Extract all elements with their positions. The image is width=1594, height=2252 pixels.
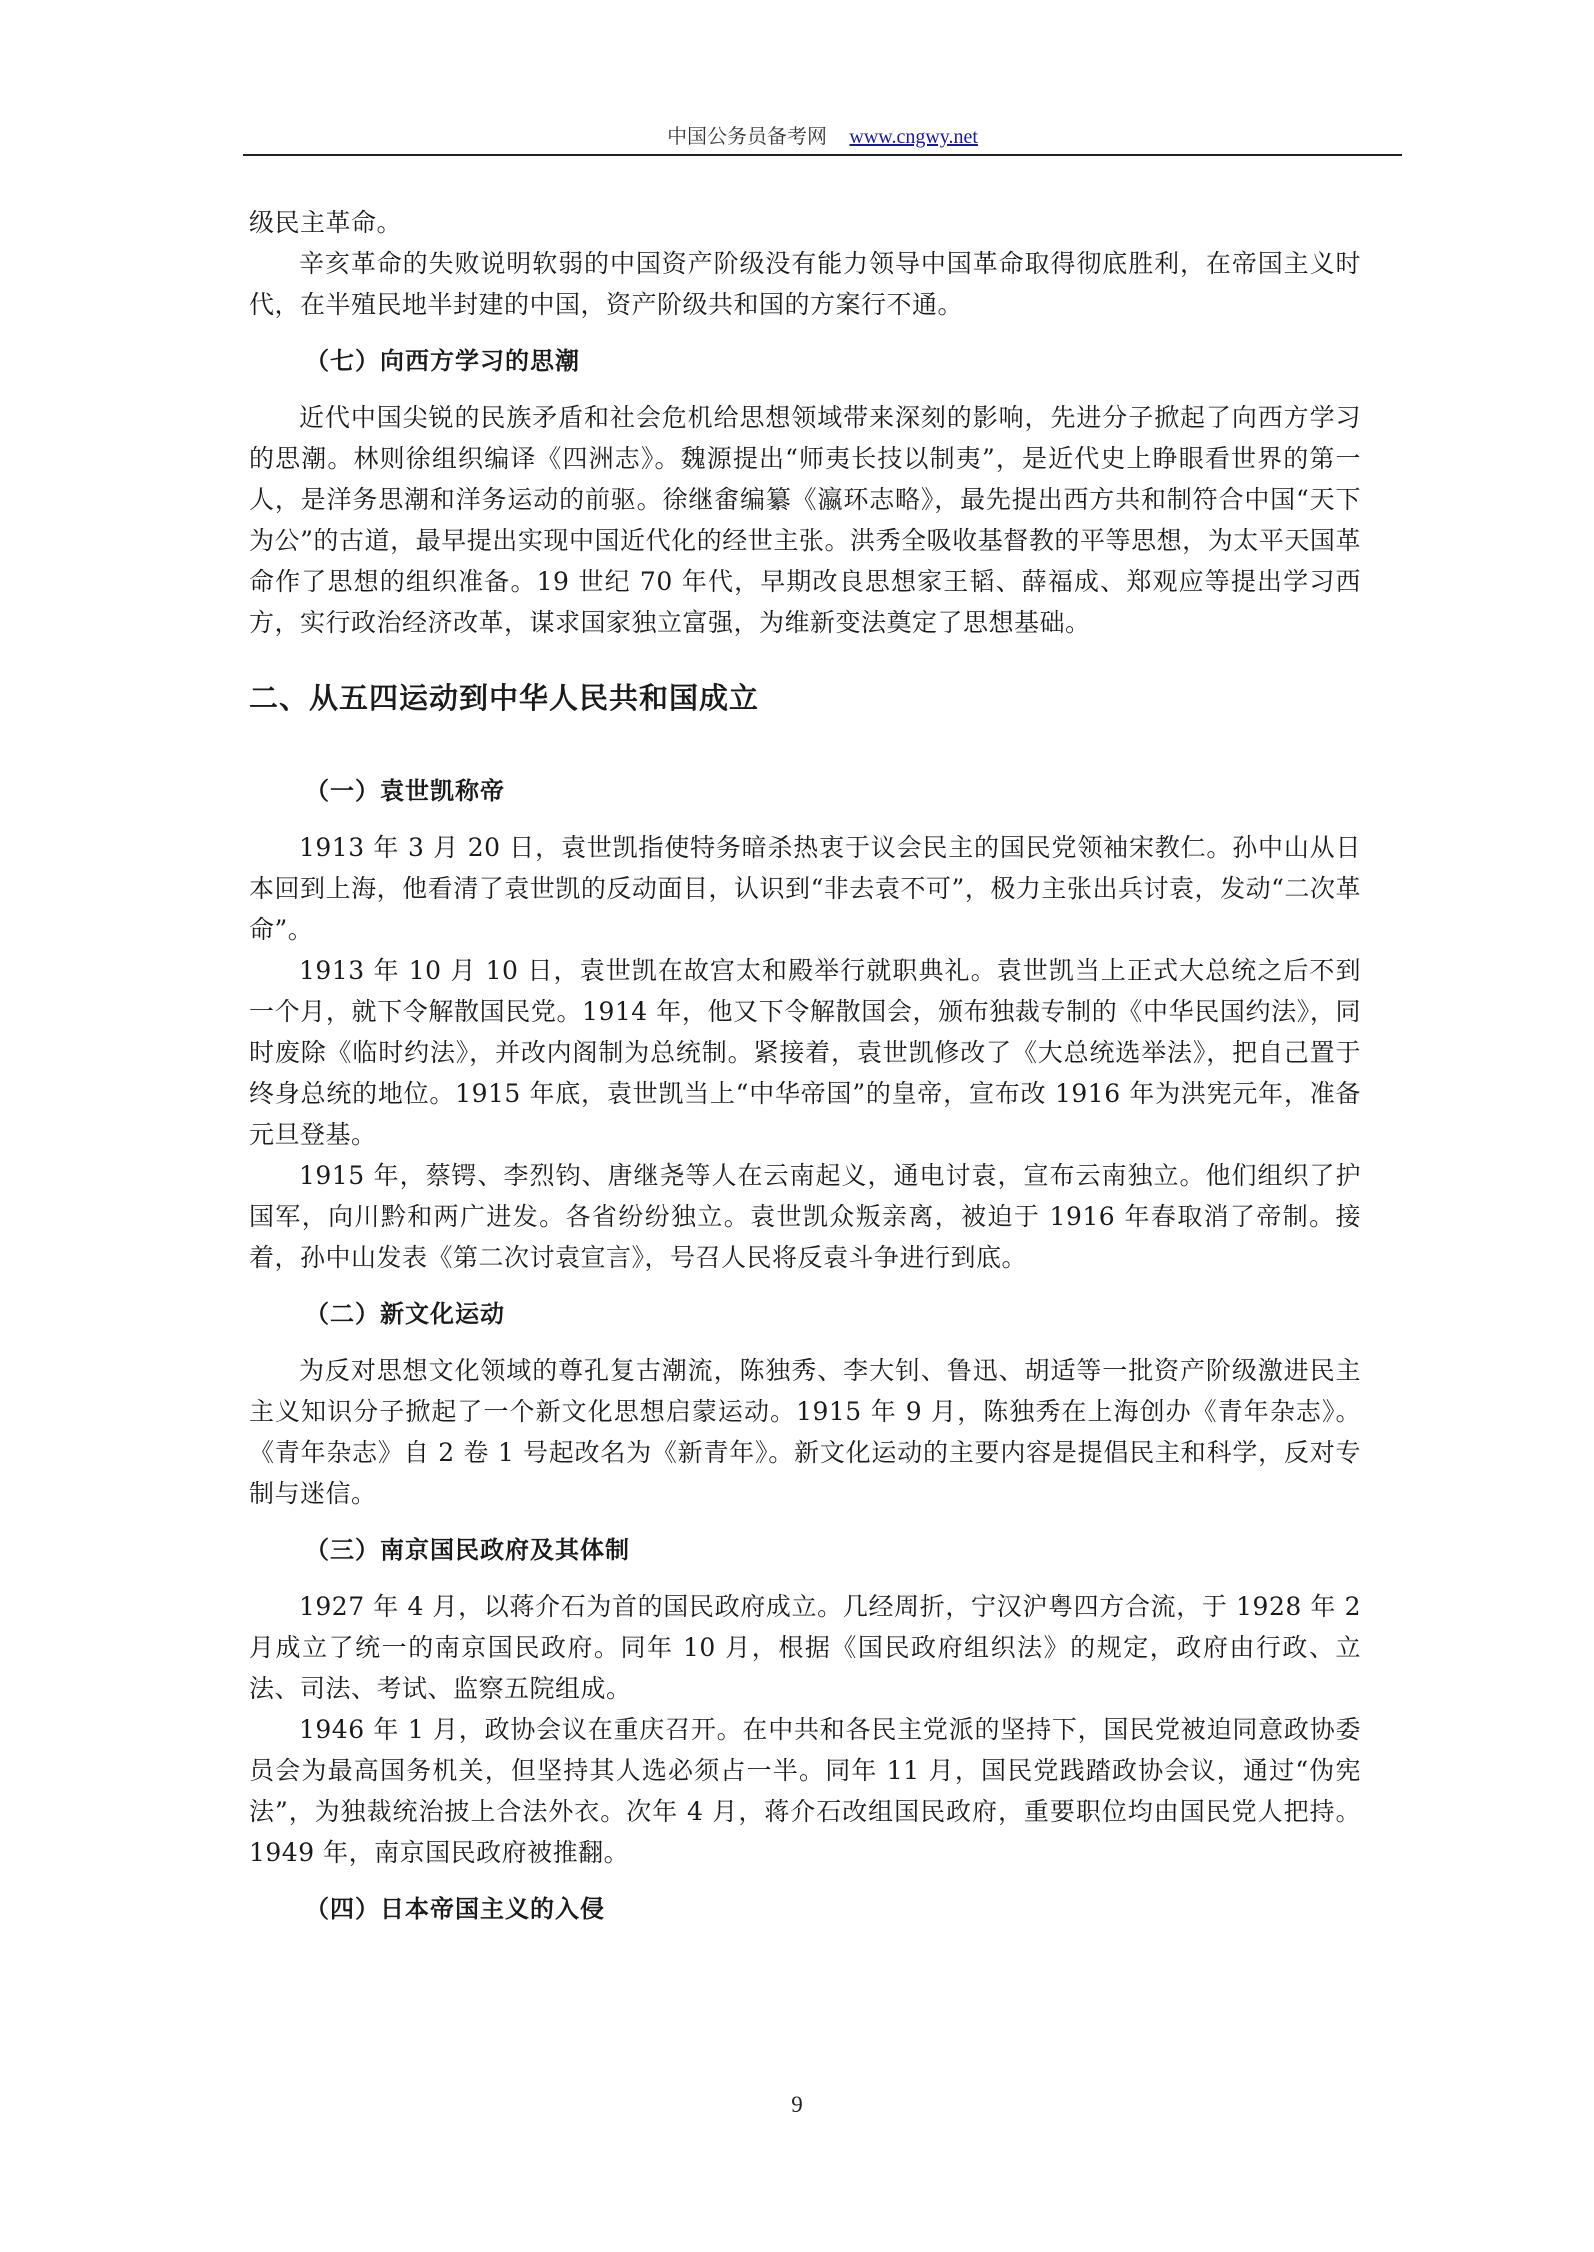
site-url-link[interactable]: www.cngwy.net	[849, 126, 978, 148]
paragraph-new-culture: 为反对思想文化领域的尊孔复古潮流，陈独秀、李大钊、鲁迅、胡适等一批资产阶级激进民主主义知识分子掀起了一个新文化思想启蒙运动。1915 年 9 月，陈独秀在上海创办《青年杂志》。《青年杂志》自 2 卷 1 号起改名为《新青年》。新文化运动的主要内容是提倡民主和科学，反对专制与迷信。	[249, 1356, 1361, 1508]
page-header	[243, 118, 1402, 154]
subheading-western-learning: （七）向西方学习的思潮	[305, 347, 580, 375]
paragraph-western-learning: 近代中国尖锐的民族矛盾和社会危机给思想领域带来深刻的影响，先进分子掀起了向西方学习的思潮。林则徐组织编译《四洲志》。魏源提出“师夷长技以制夷”，是近代史上睁眼看世界的第一人，是洋务思潮和洋务运动的前驱。徐继畬编纂《瀛环志略》，最先提出西方共和制符合中国“天下为公”的古道，最早提出实现中国近代化的经世主张。洪秀全吸收基督教的平等思想，为太平天国革命作了思想的组织准备。19 世纪 70 年代，早期改良思想家王韬、薛福成、郑观应等提出学习西方，实行政治经济改革，谋求国家独立富强，为维新变法奠定了思想基础。	[249, 403, 1361, 637]
header-divider	[243, 154, 1402, 156]
site-name: 中国公务员备考网	[667, 124, 828, 148]
subheading-yuan-shikai: （一）袁世凯称帝	[305, 777, 505, 805]
paragraph-continuation: 级民主革命。	[249, 208, 403, 237]
section-heading-2: 二、从五四运动到中华人民共和国成立	[249, 681, 760, 715]
paragraph-yuan-1913-march: 1913 年 3 月 20 日，袁世凯指使特务暗杀热衷于议会民主的国民党领袖宋教仁。孙中山从日本回到上海，他看清了袁世凯的反动面目，认识到“非去袁不可”，极力主张出兵讨袁，发动“二次革命”。	[249, 833, 1361, 944]
subheading-new-culture: （二）新文化运动	[305, 1300, 505, 1328]
subheading-japanese-invasion: （四）日本帝国主义的入侵	[305, 1895, 605, 1923]
paragraph-nanjing-1946: 1946 年 1 月，政协会议在重庆召开。在中共和各民主党派的坚持下，国民党被迫同意政协委员会为最高国务机关，但坚持其人选必须占一半。同年 11 月，国民党践踏政协会议，通过“伪宪法”，为独裁统治披上合法外衣。次年 4 月，蒋介石改组国民政府，重要职位均由国民党人把持。1949 年，南京国民政府被推翻。	[249, 1715, 1361, 1867]
document-body	[249, 202, 1361, 1945]
paragraph-yuan-1915: 1915 年，蔡锷、李烈钧、唐继尧等人在云南起义，通电讨袁，宣布云南独立。他们组织了护国军，向川黔和两广进发。各省纷纷独立。袁世凯众叛亲离，被迫于 1916 年春取消了帝制。接着，孙中山发表《第二次讨袁宣言》，号召人民将反袁斗争进行到底。	[249, 1161, 1361, 1272]
paragraph-nanjing-1927: 1927 年 4 月，以蒋介石为首的国民政府成立。几经周折，宁汉沪粤四方合流，于 1928 年 2 月成立了统一的南京国民政府。同年 10 月，根据《国民政府组织法》的规定，政府由行政、立法、司法、考试、监察五院组成。	[249, 1592, 1361, 1703]
subheading-nanjing-government: （三）南京国民政府及其体制	[305, 1536, 630, 1564]
page-number: 9	[791, 2092, 803, 2117]
paragraph-yuan-1913-october: 1913 年 10 月 10 日，袁世凯在故宫太和殿举行就职典礼。袁世凯当上正式大总统之后不到一个月，就下令解散国民党。1914 年，他又下令解散国会，颁布独裁专制的《中华民国约法》，同时废除《临时约法》，并改内阁制为总统制。紧接着，袁世凯修改了《大总统选举法》，把自己置于终身总统的地位。1915 年底，袁世凯当上“中华帝国”的皇帝，宣布改 1916 年为洪宪元年，准备元旦登基。	[249, 956, 1361, 1149]
paragraph-xinhai-revolution: 辛亥革命的失败说明软弱的中国资产阶级没有能力领导中国革命取得彻底胜利，在帝国主义时代，在半殖民地半封建的中国，资产阶级共和国的方案行不通。	[249, 249, 1361, 319]
